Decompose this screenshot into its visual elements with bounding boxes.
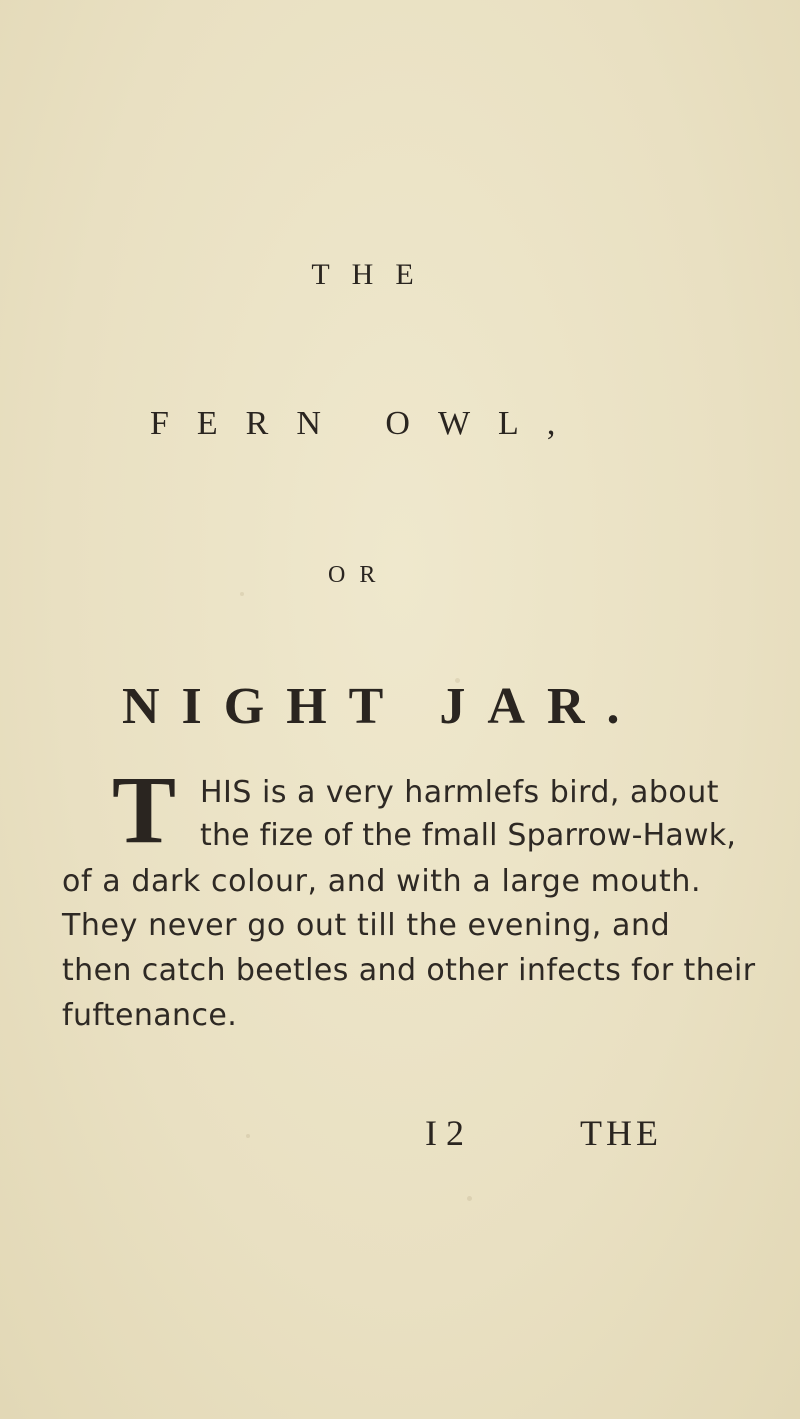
paper-speck: [240, 592, 244, 596]
paper-speck: [246, 1134, 250, 1138]
heading-night-jar: NIGHT JAR.: [122, 678, 642, 735]
heading-fern-owl: FERN OWL,: [150, 405, 584, 442]
drop-cap: T: [112, 756, 177, 863]
paragraph-line-5: then catch beetles and other infects for their: [62, 953, 756, 988]
paper-speck: [467, 1196, 472, 1201]
paragraph-line-3: of a dark colour, and with a large mouth.: [62, 864, 702, 899]
paragraph-line-6: fuftenance.: [62, 998, 238, 1033]
heading-the: THE: [311, 258, 436, 291]
paragraph-line-4: They never go out till the evening, and: [62, 908, 671, 943]
signature-mark: I 2: [425, 1113, 464, 1153]
heading-or: OR: [328, 562, 390, 588]
paragraph-line-2: the fize of the fmall Sparrow-Hawk,: [200, 818, 737, 853]
paragraph-line-1: HIS is a very harmlefs bird, about: [200, 775, 720, 810]
catchword: THE: [580, 1113, 662, 1153]
